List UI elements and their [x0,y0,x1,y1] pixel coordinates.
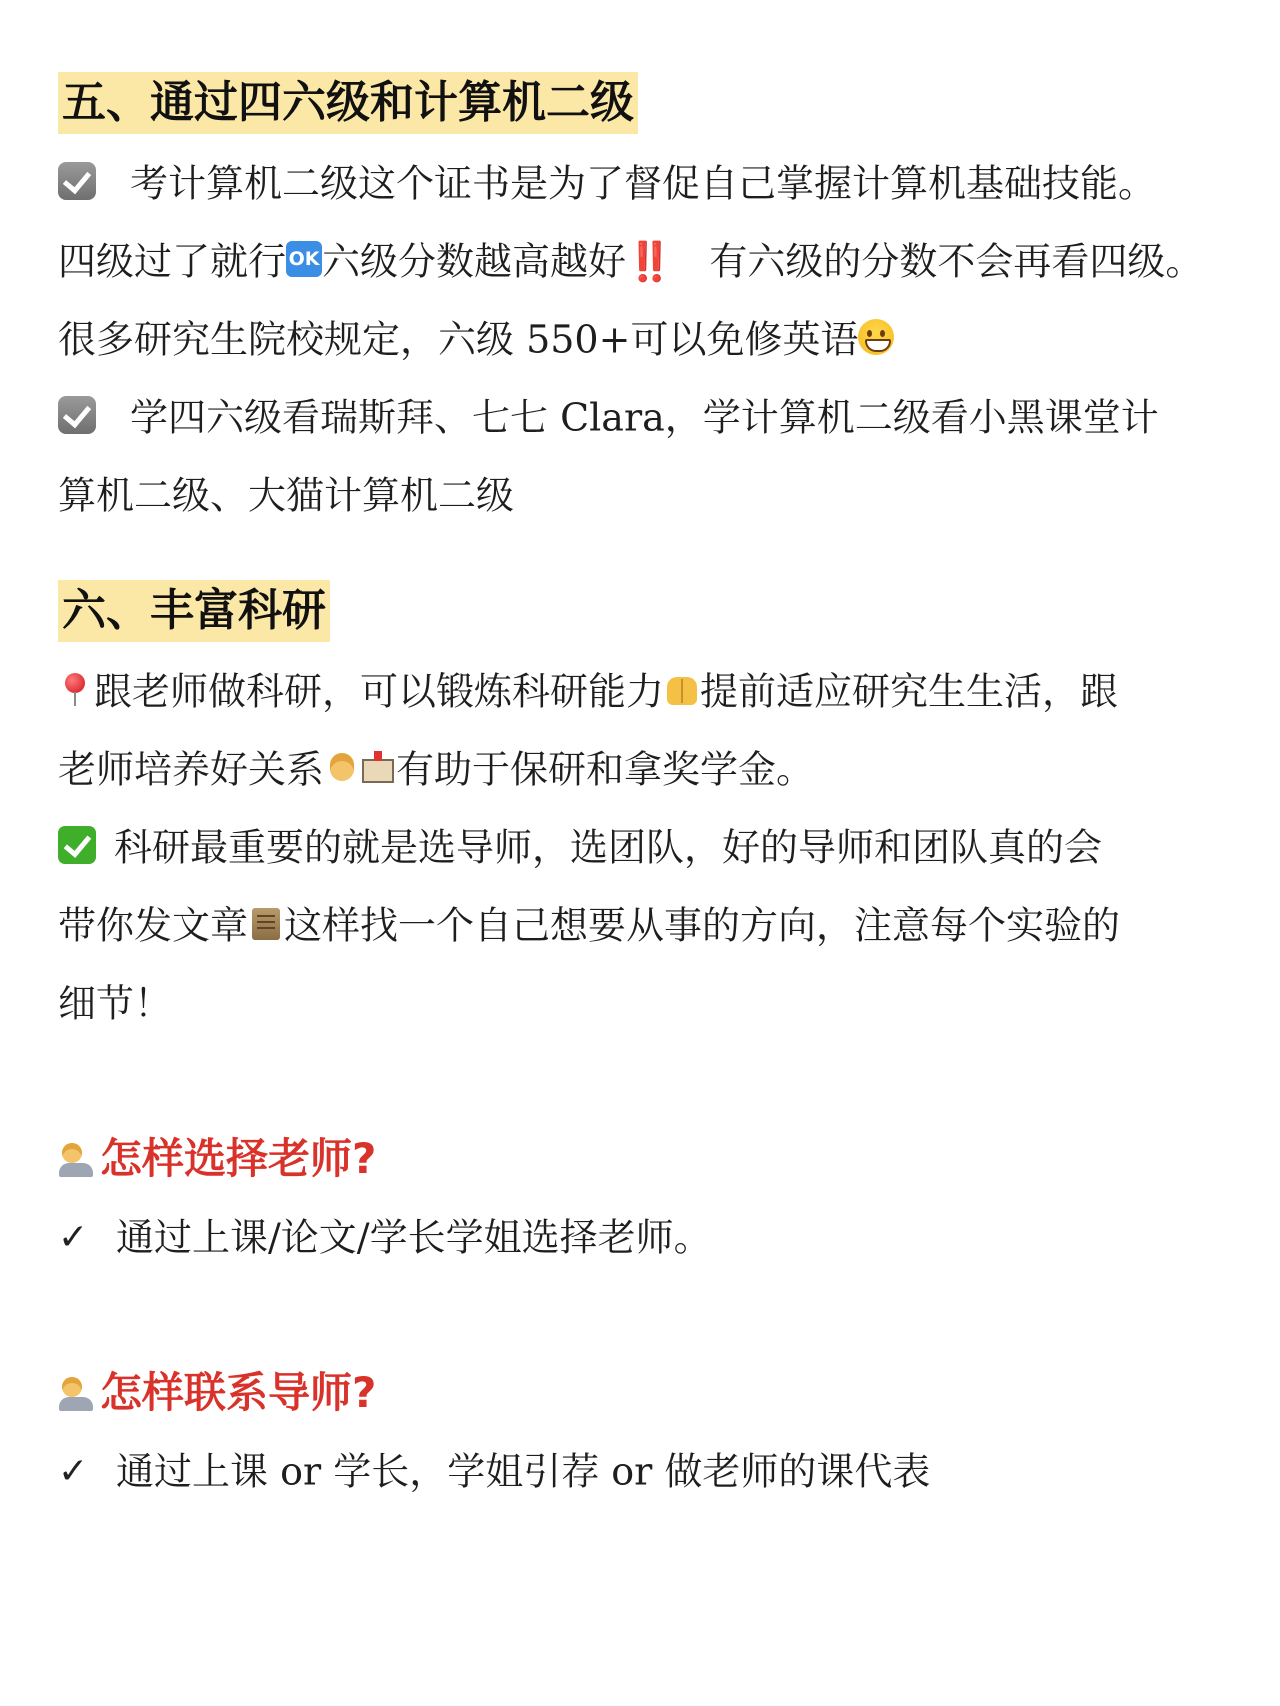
question-2-answer-text: 通过上课 or 学长，学姐引荐 or 做老师的课代表 [116,1449,931,1494]
section-6-line-3-text: 科研最重要的就是选导师，选团队，好的导师和团队真的会 [114,825,1103,870]
section-6-line-2-b: 有助于保研和拿奖学金。 [396,747,815,792]
section-5-line-1 [58,152,1260,208]
section-5-line-5-text: 算机二级、大猫计算机二级 [58,473,515,518]
tipping-hand-person-icon [58,1375,94,1411]
section-6-line-1-b: 提前适应研究生生活，跟 [700,669,1119,714]
section-6-line-3 [58,816,1260,872]
section-6-line-5 [58,972,1260,1028]
section-5-line-3-text: 很多研究生院校规定，六级 550+可以免修英语 [58,317,859,362]
section-5-line-2-a: 四级过了就行 [58,239,287,284]
section-6-line-4 [58,894,1260,950]
section-6-line-4-a: 带你发文章 [58,903,249,948]
section-5-line-4 [58,386,1260,442]
question-1-title [58,1128,376,1190]
school-icon [360,749,396,785]
section-5-line-4-text: 学四六级看瑞斯拜、七七 Clara，学计算机二级看小黑课堂计 [130,395,1159,440]
question-1-title-text: 怎样选择老师? [100,1134,377,1183]
raising-hands-icon [664,671,700,707]
section-6-line-1-a: 跟老师做科研，可以锻炼科研能力 [94,669,665,714]
section-6-line-2 [58,738,1260,794]
check-mark-green-icon [58,826,96,864]
check-mark-icon: ✓ [58,1450,89,1492]
person-icon [324,749,360,785]
section-5-line-3 [58,308,1260,364]
section-5-heading: 五、通过四六级和计算机二级 [58,72,638,134]
ok-icon [286,241,322,277]
section-6-line-5-text: 细节！ [58,981,173,1026]
scroll-icon [248,905,284,941]
section-6-line-2-a: 老师培养好关系 [58,747,325,792]
tipping-hand-person-icon [58,1141,94,1177]
question-2-answer [58,1440,1260,1496]
section-6-line-1 [58,660,1260,716]
check-box-gray-icon [58,396,96,434]
section-5-line-2 [58,230,1260,286]
round-pushpin-icon [58,671,94,707]
section-6-heading: 六、丰富科研 [58,580,330,642]
grinning-face-icon [858,319,894,355]
section-5-line-1-text: 考计算机二级这个证书是为了督促自己掌握计算机基础技能。 [130,161,1157,206]
check-mark-icon: ✓ [58,1216,89,1258]
section-5-line-2-c: 有六级的分数不会再看四级。 [709,239,1204,284]
question-1-answer-text: 通过上课/论文/学长学姐选择老师。 [116,1215,712,1260]
section-6-line-4-b: 这样找一个自己想要从事的方向，注意每个实验的 [284,903,1121,948]
question-1-answer [58,1206,1260,1262]
section-5-line-2-b: 六级分数越高越好‼️ [322,239,674,284]
question-2-title-text: 怎样联系导师? [100,1368,377,1417]
question-2-title [58,1362,376,1424]
check-box-gray-icon [58,162,96,200]
section-5-line-5 [58,464,1260,520]
